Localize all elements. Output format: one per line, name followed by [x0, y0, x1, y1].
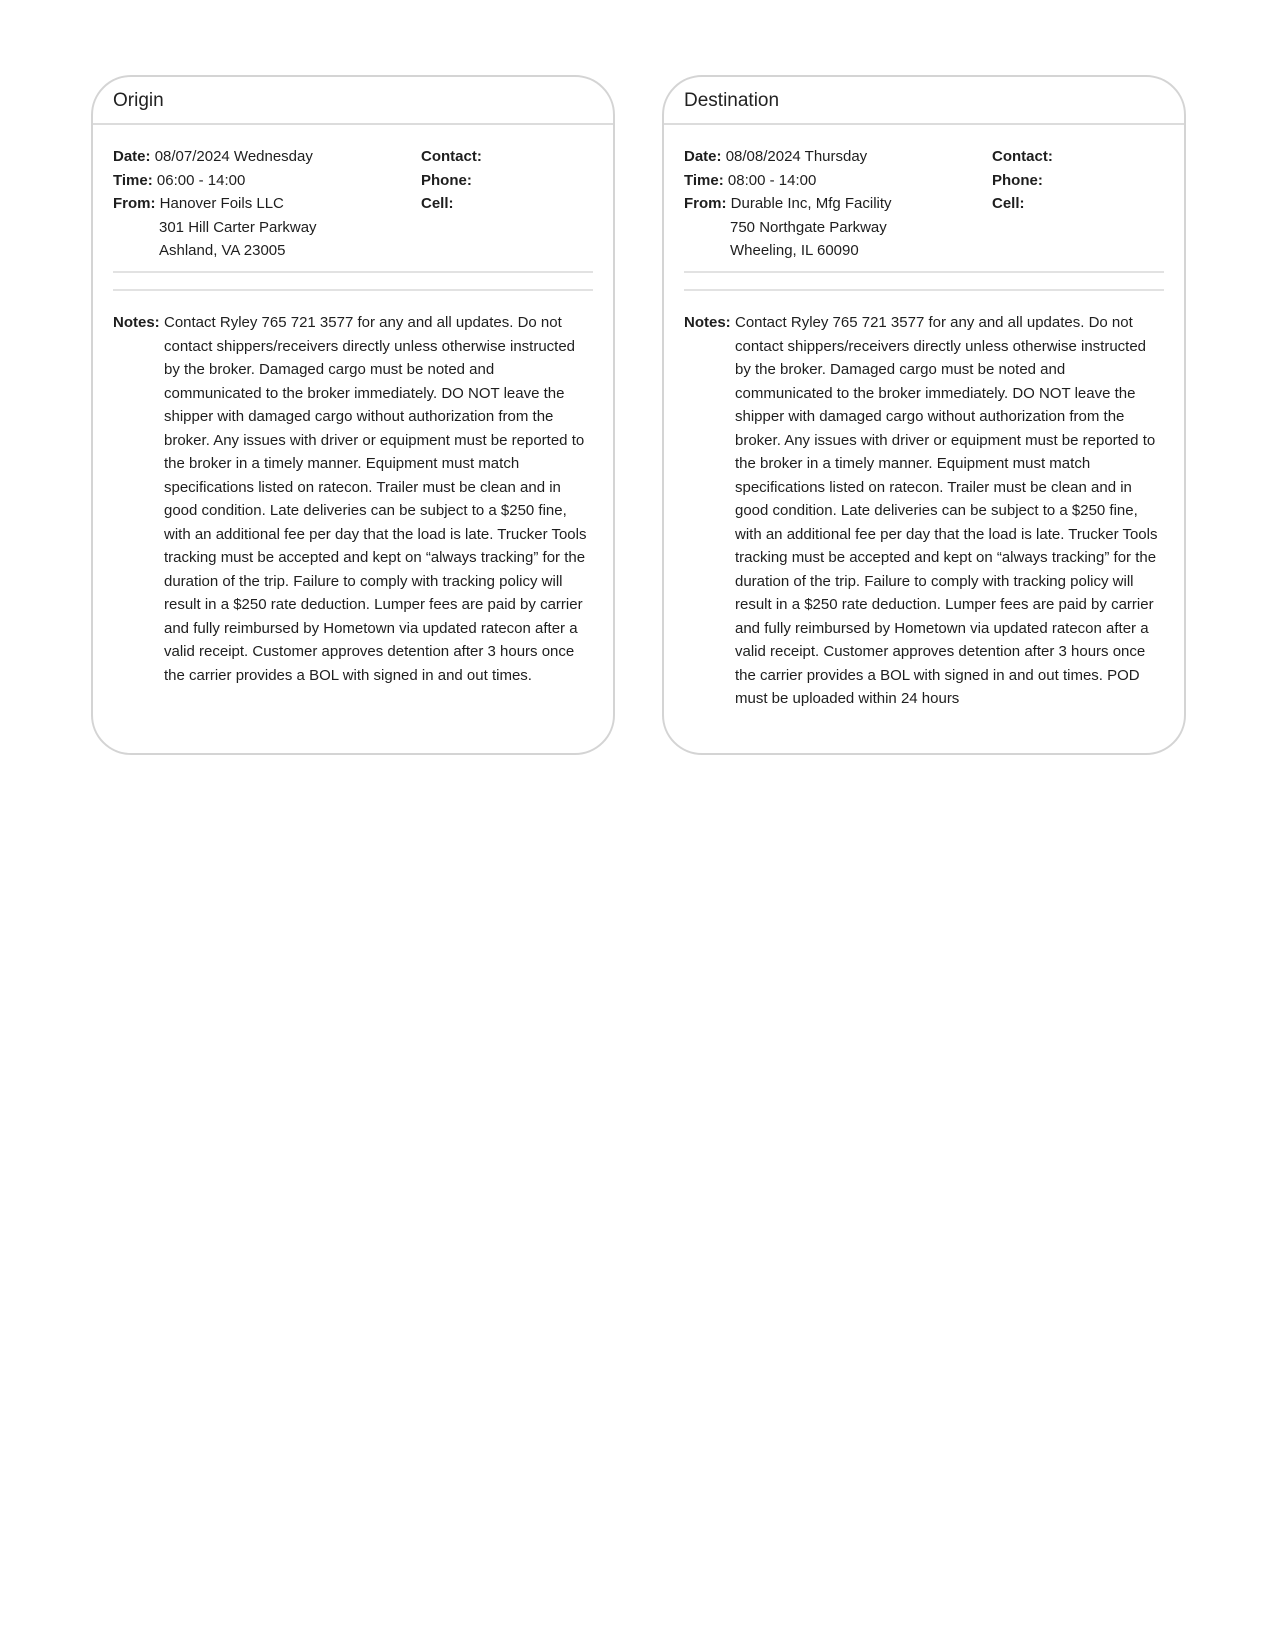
- cell-label: Cell:: [421, 195, 454, 212]
- destination-from-row: [684, 192, 984, 216]
- origin-title: Origin: [93, 77, 613, 125]
- origin-schedule: [113, 145, 413, 263]
- origin-address-line2: Ashland, VA 23005: [159, 242, 286, 259]
- destination-time: 08:00 - 14:00: [727, 171, 817, 189]
- notes-label: Notes:: [684, 314, 731, 331]
- cell-label: Cell:: [992, 195, 1025, 212]
- date-label: Date:: [113, 148, 151, 165]
- from-label: From:: [684, 195, 727, 212]
- destination-notes: [684, 311, 1164, 711]
- phone-label: Phone:: [421, 171, 472, 189]
- destination-date-row: [684, 145, 984, 169]
- from-label: From:: [113, 195, 156, 212]
- divider: [684, 289, 1164, 291]
- contact-label: Contact:: [421, 148, 482, 165]
- divider: [113, 289, 593, 291]
- destination-address-line2: Wheeling, IL 60090: [730, 242, 859, 259]
- origin-address-line1: 301 Hill Carter Parkway: [159, 218, 317, 236]
- time-label: Time:: [684, 171, 724, 189]
- date-label: Date:: [684, 148, 722, 165]
- origin-info: [113, 125, 593, 273]
- destination-date: 08/08/2024 Thursday: [725, 148, 868, 165]
- destination-time-row: [684, 169, 984, 193]
- contact-label: Contact:: [992, 148, 1053, 165]
- destination-from-name: Durable Inc, Mfg Facility: [730, 195, 892, 212]
- origin-time: 06:00 - 14:00: [156, 171, 246, 189]
- origin-time-row: [113, 169, 413, 193]
- notes-label: Notes:: [113, 314, 160, 331]
- destination-contact-block: [992, 145, 1162, 216]
- origin-contact-block: [421, 145, 591, 216]
- destination-schedule: [684, 145, 984, 263]
- destination-title: Destination: [664, 77, 1184, 125]
- destination-card: [662, 75, 1186, 755]
- origin-from-row: [113, 192, 413, 216]
- destination-address-line1: 750 Northgate Parkway: [730, 218, 887, 236]
- destination-info: [684, 125, 1164, 273]
- origin-card: [91, 75, 615, 755]
- origin-notes: [113, 311, 593, 687]
- phone-label: Phone:: [992, 171, 1043, 189]
- origin-notes-text: Contact Ryley 765 721 3577 for any and all updates. Do not contact shippers/receivers directly unless otherwise instructed by the broker. Damaged cargo must be noted and communicated to the broker immediately. DO NOT leave the shipper with damaged cargo without authorization from the broker. Any issues with driver or equipment must be reported to the broker in a timely manner. Equipment must match specifications listed on ratecon. Trailer must be clean and in good condition. Late deliveries can be subject to a $250 fine, with an additional fee per day that the load is late. Trucker Tools tracking must be accepted and kept on “always tracking” for the duration of the trip. Failure to comply with tracking policy will result in a $250 rate deduction. Lumper fees are paid by carrier and fully reimbursed by Hometown via updated ratecon after a valid receipt. Customer approves detention after 3 hours once the carrier provides a BOL with signed in and out times.: [164, 314, 587, 684]
- time-label: Time:: [113, 171, 153, 189]
- origin-date: 08/07/2024 Wednesday: [154, 148, 313, 165]
- origin-from-name: Hanover Foils LLC: [159, 195, 284, 212]
- origin-date-row: [113, 145, 413, 169]
- destination-notes-text: Contact Ryley 765 721 3577 for any and all updates. Do not contact shippers/receivers directly unless otherwise instructed by the broker. Damaged cargo must be noted and communicated to the broker immediately. DO NOT leave the shipper with damaged cargo without authorization from the broker. Any issues with driver or equipment must be reported to the broker in a timely manner. Equipment must match specifications listed on ratecon. Trailer must be clean and in good condition. Late deliveries can be subject to a $250 fine, with an additional fee per day that the load is late. Trucker Tools tracking must be accepted and kept on “always tracking” for the duration of the trip. Failure to comply with tracking policy will result in a $250 rate deduction. Lumper fees are paid by carrier and fully reimbursed by Hometown via updated ratecon after a valid receipt. Customer approves detention after 3 hours once the carrier provides a BOL with signed in and out times. POD must be uploaded within 24 hours: [735, 314, 1158, 707]
